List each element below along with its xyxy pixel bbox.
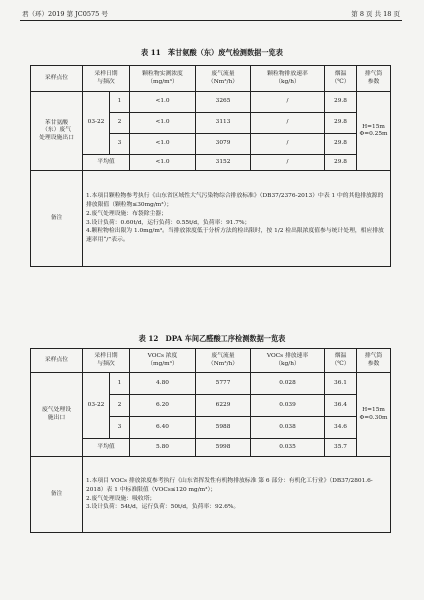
temp-cell: 35.7 [325, 439, 357, 457]
conc-cell: <1.0 [130, 113, 196, 134]
temp-cell: 29.8 [325, 92, 357, 113]
freq-cell: 1 [110, 373, 130, 395]
note-line: 1.本项目颗粒物参考执行《山东省区域性大气污染物综合排放标准》（DB37/2376-2013）中表 1 中的其他排放源的排放限值（颗粒物≤30mg/m³）； [86, 192, 384, 208]
conc-cell: 6.20 [130, 395, 196, 417]
header-conc: 颗粒物实测浓度 （mg/m³） [130, 66, 196, 92]
table-row [31, 373, 391, 395]
site-cell: 废气处理设 施出口 [31, 373, 83, 457]
header-rate: 颗粒物排放速率 （kg/h） [251, 66, 325, 92]
rate-cell: 0.039 [251, 395, 325, 417]
table11-caption: 表 11 苯甘氨酸（东）废气检测数据一览表 [141, 48, 283, 57]
notes-cell [83, 457, 391, 533]
freq-cell: 2 [110, 395, 130, 417]
freq-cell: 3 [110, 134, 130, 155]
header-rule [20, 20, 402, 21]
page-number: 第 8 页 共 18 页 [351, 10, 400, 18]
rate-cell: 0.035 [251, 439, 325, 457]
header-flow: 废气流量 （Nm³/h） [196, 66, 251, 92]
conc-cell: 6.40 [130, 417, 196, 439]
flow-cell: 6229 [196, 395, 251, 417]
header-flow: 废气流量 （Nm³/h） [196, 349, 251, 373]
temp-cell: 34.6 [325, 417, 357, 439]
stack-cell: H=15m Φ=0.25m [357, 92, 391, 171]
header-temp: 烟温 （℃） [325, 349, 357, 373]
temp-cell: 29.8 [325, 113, 357, 134]
header-site: 采样点位 [31, 349, 83, 373]
avg-label: 平均值 [83, 439, 130, 457]
rate-cell: / [251, 113, 325, 134]
rate-cell: / [251, 92, 325, 113]
table11 [30, 65, 391, 267]
header-date-freq: 采样日期 与频次 [83, 66, 130, 92]
flow-cell: 5777 [196, 373, 251, 395]
conc-cell: 5.80 [130, 439, 196, 457]
table-row [31, 439, 391, 457]
temp-cell: 29.8 [325, 134, 357, 155]
report-number: 君（环）2019 第 JC0575 号 [22, 10, 108, 18]
flow-cell: 5998 [196, 439, 251, 457]
flow-cell: 5988 [196, 417, 251, 439]
flow-cell: 3079 [196, 134, 251, 155]
notes-cell [83, 171, 391, 267]
table-row [31, 92, 391, 113]
note-line: 3.设计负荷：0.60t/d，运行负荷：0.55t/d，负荷率：91.7%； [86, 219, 251, 226]
header-stack: 排气筒 参数 [357, 66, 391, 92]
rate-cell: / [251, 134, 325, 155]
freq-cell: 1 [110, 92, 130, 113]
header-date-freq: 采样日期 与频次 [83, 349, 130, 373]
header-temp: 烟温 （℃） [325, 66, 357, 92]
temp-cell: 36.4 [325, 395, 357, 417]
notes-label: 备注 [31, 171, 83, 267]
stack-cell: H=15m Φ=0.30m [357, 373, 391, 457]
rate-cell: 0.038 [251, 417, 325, 439]
date-cell: 03-22 [83, 373, 110, 439]
note-line: 3.设计负荷：54t/d，运行负荷：50t/d，负荷率：92.6%。 [86, 504, 240, 511]
header-rate: VOCs 排放速率 （kg/h） [251, 349, 325, 373]
site-cell: 苯甘氨酸 （东）废气 处理设施出口 [31, 92, 83, 171]
date-cell: 03-22 [83, 92, 110, 155]
note-line: 1.本项目 VOCs 排放浓度参考执行《山东省挥发性有机物排放标准 第 6 部分：有机化工行业》（DB37/2801.6-2018）表 1 中标准限值（VOCs≤120 mg/m³）； [86, 477, 373, 493]
conc-cell: <1.0 [130, 134, 196, 155]
header-stack: 排气筒 参数 [357, 349, 391, 373]
note-line: 2.废气处理设施：吸收塔； [86, 495, 156, 502]
flow-cell: 3265 [196, 92, 251, 113]
note-line: 2.废气处理设施：布袋除尘器； [86, 210, 167, 217]
rate-cell: 0.028 [251, 373, 325, 395]
temp-cell: 29.8 [325, 155, 357, 171]
table12 [30, 348, 391, 533]
rate-cell: / [251, 155, 325, 171]
conc-cell: 4.80 [130, 373, 196, 395]
notes-label: 备注 [31, 457, 83, 533]
flow-cell: 3152 [196, 155, 251, 171]
header-site: 采样点位 [31, 66, 83, 92]
table12-caption: 表 12 DPA 车间乙醛酸工序检测数据一览表 [138, 334, 286, 343]
freq-cell: 3 [110, 417, 130, 439]
table-row [31, 155, 391, 171]
temp-cell: 36.1 [325, 373, 357, 395]
freq-cell: 2 [110, 113, 130, 134]
avg-label: 平均值 [83, 155, 130, 171]
conc-cell: <1.0 [130, 92, 196, 113]
conc-cell: <1.0 [130, 155, 196, 171]
header-conc: VOCs 浓度 （mg/m³） [130, 349, 196, 373]
note-line: 4.颗粒物检出限为 1.0mg/m³。当排放浓度低于分析方法的检出限时，按 1/2 检出限浓度值参与统计处理，相应排放速率用“/”表示。 [86, 228, 384, 244]
flow-cell: 3113 [196, 113, 251, 134]
